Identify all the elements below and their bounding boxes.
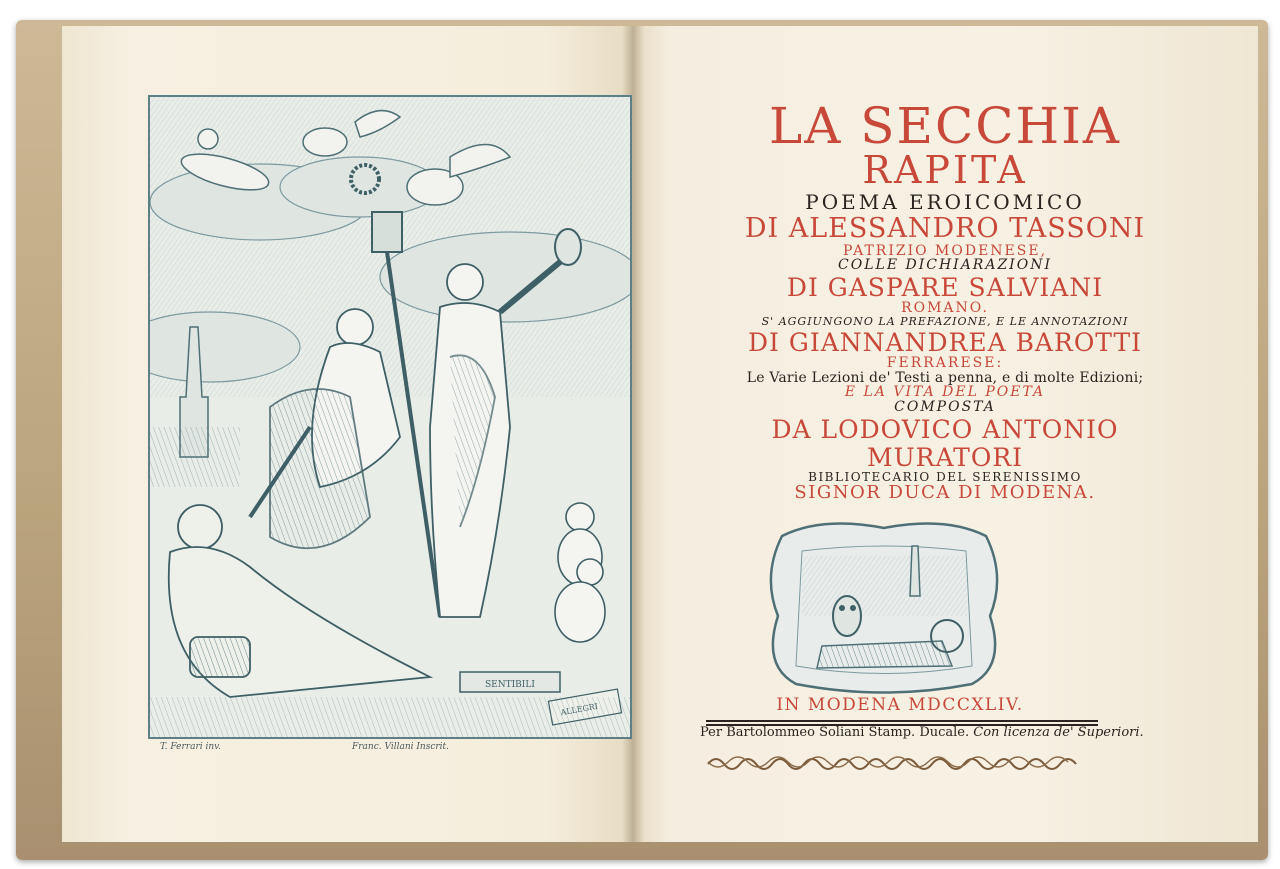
duca-line: SIGNOR DUCA DI MODENA.	[794, 481, 1096, 503]
licenza-text: Con licenza de' Superiori.	[973, 725, 1144, 740]
book-label: SENTIBILI	[485, 680, 535, 690]
frontispiece-engraving	[148, 95, 632, 739]
aggiungono-line: S' AGGIUNGONO LA PREFAZIONE, E LE ANNOTAZIONI	[761, 315, 1129, 329]
vita-line: E LA VITA DEL POETA	[844, 384, 1046, 401]
composta-line: COMPOSTA	[894, 398, 996, 415]
biographer-line-1: DA LODOVICO ANTONIO	[771, 414, 1119, 444]
annotator: DI GIANNANDREA BAROTTI	[748, 327, 1142, 357]
engraving-credit-designer: T. Ferrari inv.	[160, 742, 222, 752]
title-vignette	[762, 516, 1006, 696]
bibliotecario-line: BIBLIOTECARIO DEL SERENISSIMO	[808, 470, 1082, 485]
author-origin: PATRIZIO MODENESE,	[842, 242, 1048, 259]
title-line-1: LA SECCHIA	[769, 97, 1121, 155]
engraving-illustration	[150, 97, 630, 737]
printer-line	[700, 725, 1144, 740]
colle-line: COLLE DICHIARAZIONI	[838, 257, 1052, 274]
commentator-origin: ROMANO.	[901, 300, 989, 317]
author: DI ALESSANDRO TASSONI	[744, 213, 1146, 245]
imprint	[700, 697, 1100, 715]
printer-name: Per Bartolommeo Soliani Stamp. Ducale.	[700, 725, 970, 740]
biographer-line-2: MURATORI	[866, 442, 1024, 472]
subtitle: POEMA EROICOMICO	[805, 190, 1085, 215]
manuscript-scribble	[706, 752, 1086, 774]
engraving-credit-engraver: Franc. Villani Inscrit.	[352, 742, 450, 752]
varie-lezioni-line: Le Varie Lezioni de' Testi a penna, e di molte Edizioni;	[746, 369, 1144, 386]
annotator-origin: FERRARESE:	[886, 354, 1004, 371]
title-line-2: RAPITA	[862, 147, 1028, 192]
title-page-text	[650, 97, 1240, 503]
imprint-place-date: IN MODENA MDCCXLIV.	[776, 695, 1024, 715]
commentator: DI GASPARE SALVIANI	[786, 273, 1104, 303]
imprint-rule-top	[706, 720, 1098, 722]
